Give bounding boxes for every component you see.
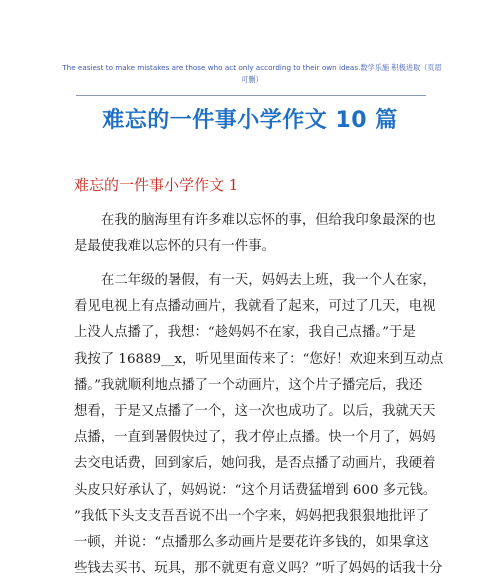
paragraph-line: 想看，于是又点播了一个，这一次也成功了。以后，我就天天 [74, 403, 436, 419]
paragraph-line: 在二年级的暑假，有一天，妈妈去上班，我一个人在家， [101, 273, 436, 288]
header-line-1: The easiest to make mistakes are those who act only according to their own ideas.数学乐施 积极进取（页眉 [62, 63, 442, 72]
paragraph-line: 在我的脑海里有许多难以忘怀的事，但给我印象最深的也 [101, 213, 436, 228]
paragraph-line: 是最使我难以忘怀的只有一件事。 [74, 239, 275, 255]
paragraph-line: 去交电话费，回到家后，她问我，是否点播了动画片，我硬着 [74, 456, 436, 472]
paragraph-2 [74, 268, 444, 582]
paragraph-line: 播。”我就顺利地点播了一个动画片，这个片子播完后，我还 [74, 377, 423, 393]
header-divider [76, 95, 426, 96]
header-line-2: 可删） [241, 75, 263, 84]
paragraph-line: 点播，一直到暑假快过了，我才停止点播。快一个月了，妈妈 [74, 430, 436, 446]
paragraph-line: ”我低下头支支吾吾说不出一个字来，妈妈把我狠狠地批评了 [74, 508, 429, 524]
paragraph-line: 些钱去买书、玩具，那不就更有意义吗？”听了妈妈的话我十分 [74, 561, 443, 577]
paragraph-line: 头皮只好承认了，妈妈说：“这个月话费猛增到 600 多元钱。 [74, 482, 437, 498]
page-header [62, 62, 442, 86]
paragraph-line: 我按了 16889__x，听见里面传来了：“您好！欢迎来到互动点 [74, 351, 444, 367]
paragraph-1 [74, 208, 436, 260]
paragraph-line: 上没人点播了，我想：“趁妈妈不在家，我自己点播。”于是 [74, 325, 416, 341]
section-heading: 难忘的一件事小学作文 1 [74, 176, 239, 194]
document-title: 难忘的一件事小学作文 10 篇 [102, 108, 398, 133]
paragraph-line: 看见电视上有点播动画片，我就看了起来，可过了几天，电视 [74, 299, 436, 315]
paragraph-line: 一顿，并说：“点播那么多动画片是要花许多钱的，如果拿这 [74, 534, 429, 550]
